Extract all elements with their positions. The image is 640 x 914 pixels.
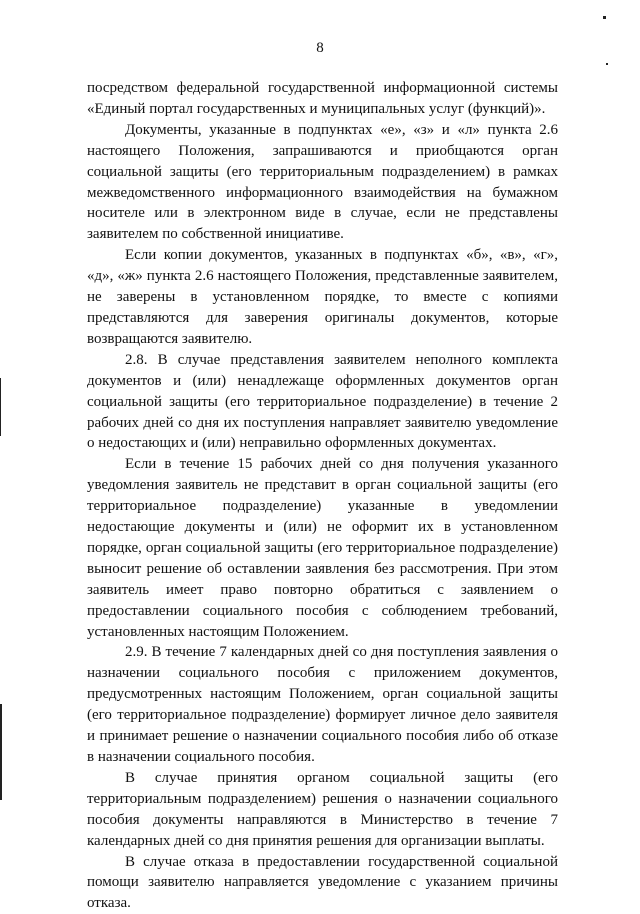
paragraph-2: Документы, указанные в подпунктах «е», «з» и «л» пункта 2.6 настоящего Положения, запрашиваются и приобщаются орган социальной защиты (его территориальным подразделением) в рамках межведомственного информационного взаимодействия на бумажном носителе или в электронном виде в случае, если не представлены заявителем по собственной инициативе. [87,121,558,243]
paragraph-7: В случае принятия органом социальной защиты (его территориальным подразделением) решения о назначении социального пособия документы направляются в Министерство в течение 7 календарных дней со дня принятия решения для организации выплаты. [87,769,558,849]
paragraph-4: 2.8. В случае представления заявителем неполного комплекта документов и (или) ненадлежаще оформленных документов орган социальной защиты (его территориальное подразделение) в течение 2 рабочих дней со дня их поступления направляет заявителю уведомление о недостающих и (или) неправильно оформленных документах. [87,351,558,452]
scan-edge-mark-upper [0,378,1,436]
paragraph-6: 2.9. В течение 7 календарных дней со дня поступления заявления о назначении социального пособия с приложением документов, предусмотренных настоящим Положением, орган социальной защиты (его территориальное подразделение) формирует личное дело заявителя и принимает решение о назначении социального пособия либо об отказе в назначении социального пособия. [87,644,558,765]
paragraph-5: Если в течение 15 рабочих дней со дня получения указанного уведомления заявитель не представит в орган социальной защиты (его территориальное подразделение) указанные в уведомлении недостающие документы и (или) не оформит их в установленном порядке, орган социальной защиты (его территориальное подразделение) выносит решение об оставлении заявления без рассмотрения. При этом заявитель имеет право повторно обратиться с заявлением о предоставлении социального пособия с соблюдением требований, установленных настоящим Положением. [87,456,558,640]
page-number: 8 [316,40,324,56]
scan-dot-right [606,63,608,65]
paragraph-3: Если копии документов, указанных в подпунктах «б», «в», «г», «д», «ж» пункта 2.6 настоящего Положения, представленные заявителем, не заверены в установленном порядке, то вместе с копиями представляются для заверения оригиналы документов, которые возвращаются заявителю. [87,247,558,347]
scan-edge-mark-lower [0,704,2,800]
scan-dot-top-right [603,16,606,19]
paragraph-8: В случае отказа в предоставлении государственной социальной помощи заявителю направляется уведомление с указанием причины отказа. [87,853,558,912]
document-body [87,78,558,914]
paragraph-1: посредством федеральной государственной информационной системы «Единый портал государственных и муниципальных услуг (функций)». [87,80,558,117]
